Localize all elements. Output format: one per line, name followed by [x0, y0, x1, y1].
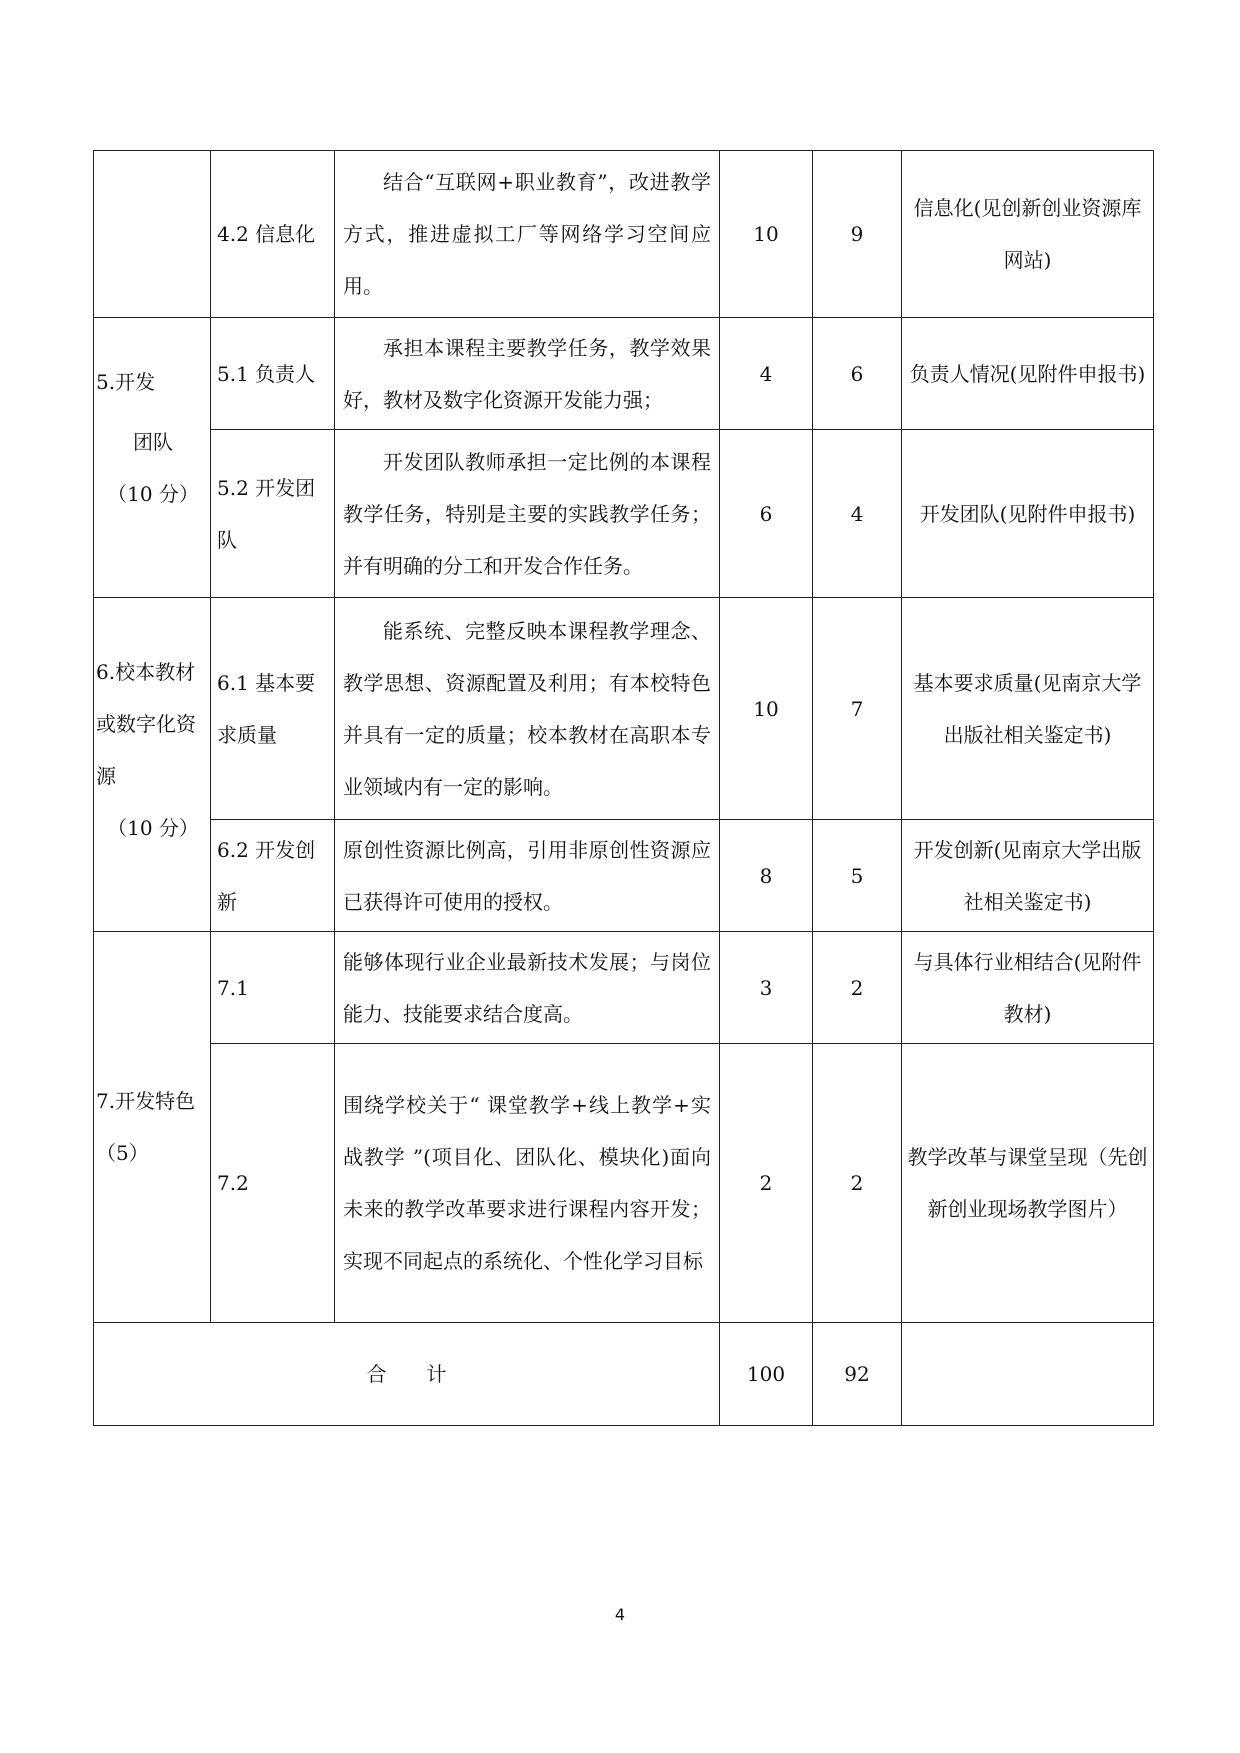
subitem-cell: 7.2 [211, 1044, 335, 1323]
evidence-cell: 与具体行业相结合(见附件教材) [902, 932, 1154, 1044]
evaluation-table [93, 150, 1154, 1426]
table-row [94, 598, 1154, 820]
evidence-cell: 基本要求质量(见南京大学出版社相关鉴定书) [902, 598, 1154, 820]
criteria-cell: 能系统、完整反映本课程教学理念、教学思想、资源配置及利用；有本校特色并具有一定的质量；校本教材在高职本专业领域内有一定的影响。 [335, 598, 720, 820]
score-cell: 4 [813, 430, 902, 598]
evidence-cell: 开发创新(见南京大学出版社相关鉴定书) [902, 820, 1154, 932]
total-score: 92 [813, 1323, 902, 1426]
full-score-cell: 8 [720, 820, 813, 932]
subitem-cell: 4.2 信息化 [211, 151, 335, 318]
criteria-cell: 承担本课程主要教学任务，教学效果好，教材及数字化资源开发能力强； [335, 318, 720, 430]
criteria-cell: 结合“互联网+职业教育”，改进教学方式，推进虚拟工厂等网络学习空间应用。 [335, 151, 720, 318]
full-score-cell: 10 [720, 598, 813, 820]
evidence-cell: 教学改革与课堂呈现（先创新创业现场教学图片） [902, 1044, 1154, 1323]
subitem-cell: 5.1 负责人 [211, 318, 335, 430]
criteria-cell: 能够体现行业企业最新技术发展；与岗位能力、技能要求结合度高。 [335, 932, 720, 1044]
category-line: 7.开发特色（5） [96, 1089, 196, 1165]
subitem-cell: 5.2 开发团队 [211, 430, 335, 598]
total-evidence [902, 1323, 1154, 1426]
category-cell [94, 598, 211, 932]
table-row [94, 318, 1154, 430]
category-line: 团队 [133, 429, 173, 454]
category-cell [94, 932, 211, 1323]
criteria-cell: 围绕学校关于“ 课堂教学+线上教学+实战教学 ”(项目化、团队化、模块化)面向未来的教学改革要求进行课程内容开发；实现不同起点的系统化、个性化学习目标 [335, 1044, 720, 1323]
subitem-cell: 6.2 开发创新 [211, 820, 335, 932]
full-score-cell: 4 [720, 318, 813, 430]
table-row [94, 1044, 1154, 1323]
category-points: （10 分） [107, 815, 199, 840]
full-score-cell: 3 [720, 932, 813, 1044]
table-row [94, 932, 1154, 1044]
table-row [94, 820, 1154, 932]
table-row [94, 430, 1154, 598]
total-row [94, 1323, 1154, 1426]
full-score-cell: 10 [720, 151, 813, 318]
score-cell: 2 [813, 932, 902, 1044]
score-cell: 2 [813, 1044, 902, 1323]
total-full-score: 100 [720, 1323, 813, 1426]
evidence-cell: 开发团队(见附件申报书) [902, 430, 1154, 598]
score-cell: 9 [813, 151, 902, 318]
category-points: （10 分） [107, 481, 199, 506]
full-score-cell: 6 [720, 430, 813, 598]
table-row [94, 151, 1154, 318]
criteria-cell: 开发团队教师承担一定比例的本课程教学任务，特别是主要的实践教学任务；并有明确的分工和开发合作任务。 [335, 430, 720, 598]
score-cell: 5 [813, 820, 902, 932]
category-line: 5.开发 [96, 369, 156, 394]
criteria-cell: 原创性资源比例高，引用非原创性资源应已获得许可使用的授权。 [335, 820, 720, 932]
category-cell-empty [94, 151, 211, 318]
evidence-cell: 信息化(见创新创业资源库网站) [902, 151, 1154, 318]
full-score-cell: 2 [720, 1044, 813, 1323]
total-label: 合 计 [94, 1323, 720, 1426]
evidence-cell: 负责人情况(见附件申报书) [902, 318, 1154, 430]
score-cell: 6 [813, 318, 902, 430]
category-line: 6.校本教材或数字化资源 [96, 659, 196, 788]
score-cell: 7 [813, 598, 902, 820]
category-cell [94, 318, 211, 598]
page-number: 4 [614, 1605, 626, 1624]
subitem-cell: 6.1 基本要求质量 [211, 598, 335, 820]
subitem-cell: 7.1 [211, 932, 335, 1044]
